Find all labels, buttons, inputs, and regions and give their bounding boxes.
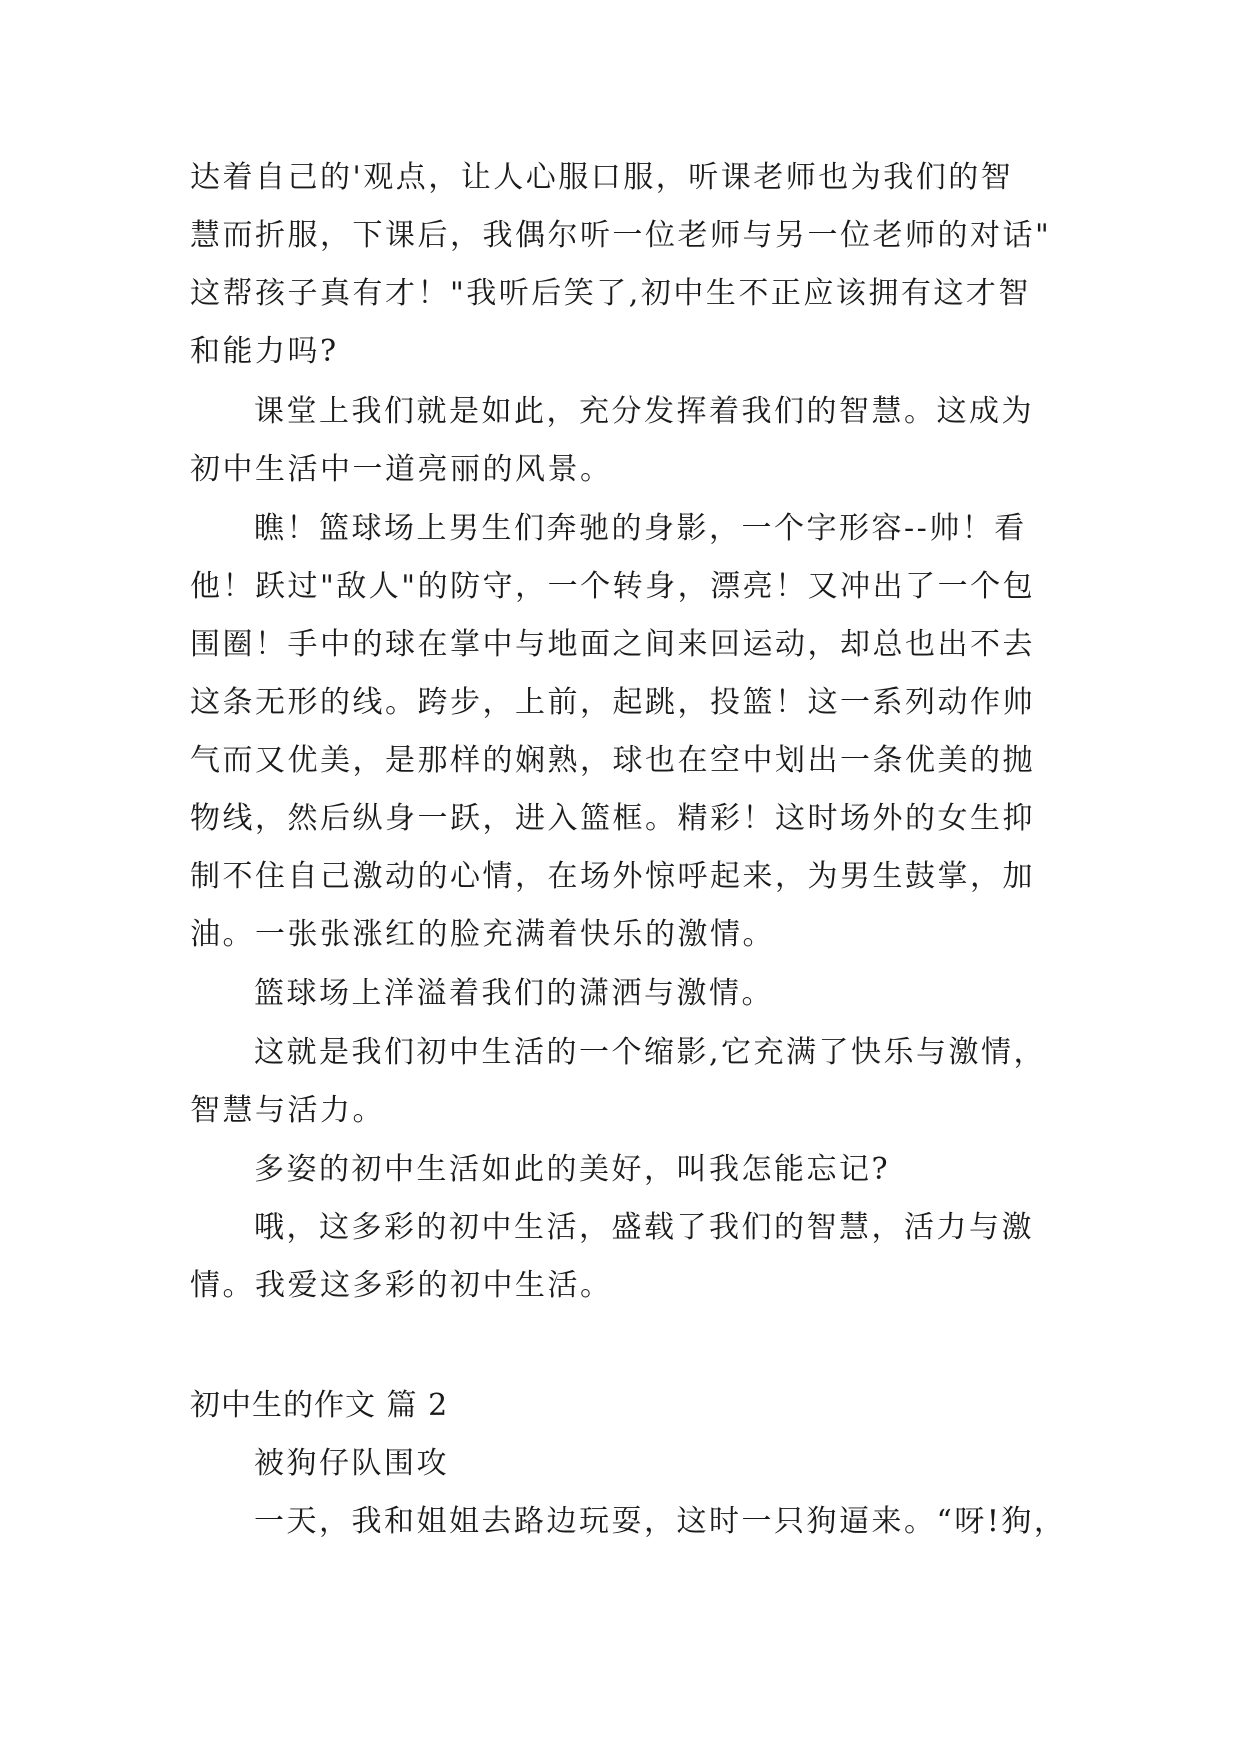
paragraph-line: 慧而折服，下课后，我偶尔听一位老师与另一位老师的对话" bbox=[190, 218, 1052, 253]
paragraph-line: 初中生活中一道亮丽的风景。 bbox=[190, 452, 613, 487]
paragraph-line: 油。一张张涨红的脸充满着快乐的激情。 bbox=[190, 917, 775, 952]
section-heading: 初中生的作文 篇 2 bbox=[190, 1388, 449, 1423]
paragraph-line: 这帮孩子真有才！"我听后笑了,初中生不正应该拥有这才智 bbox=[190, 276, 1031, 311]
paragraph-line: 课堂上我们就是如此，充分发挥着我们的智慧。这成为 bbox=[254, 394, 1034, 429]
paragraph-line: 和能力吗? bbox=[190, 334, 339, 369]
paragraph-line: 这条无形的线。跨步，上前，起跳，投篮！这一系列动作帅 bbox=[190, 685, 1035, 720]
paragraph-line: 气而又优美，是那样的娴熟，球也在空中划出一条优美的抛 bbox=[190, 743, 1035, 778]
paragraph-line: 一天，我和姐姐去路边玩耍，这时一只狗逼来。“呀!狗， bbox=[254, 1504, 1067, 1539]
paragraph-line: 多姿的初中生活如此的美好，叫我怎能忘记? bbox=[254, 1152, 891, 1187]
paragraph-line: 达着自己的'观点，让人心服口服，听课老师也为我们的智 bbox=[190, 160, 1014, 195]
paragraph-line: 哦，这多彩的初中生活，盛载了我们的智慧，活力与激 bbox=[254, 1210, 1034, 1245]
paragraph-line: 这就是我们初中生活的一个缩影,它充满了快乐与激情， bbox=[254, 1035, 1047, 1070]
paragraph-line: 篮球场上洋溢着我们的潇洒与激情。 bbox=[254, 976, 774, 1011]
paragraph-line: 制不住自己激动的心情，在场外惊呼起来，为男生鼓掌，加 bbox=[190, 859, 1035, 894]
paragraph-line: 智慧与活力。 bbox=[190, 1093, 385, 1128]
paragraph-line: 围圈！手中的球在掌中与地面之间来回运动，却总也出不去 bbox=[190, 627, 1035, 662]
paragraph-line: 他！跃过"敌人"的防守，一个转身，漂亮！又冲出了一个包 bbox=[190, 569, 1036, 604]
paragraph-line: 情。我爱这多彩的初中生活。 bbox=[190, 1268, 613, 1303]
paragraph-line: 瞧！篮球场上男生们奔驰的身影，一个字形容--帅！看 bbox=[254, 511, 1027, 546]
essay-title: 被狗仔队围攻 bbox=[254, 1446, 449, 1481]
paragraph-line: 物线，然后纵身一跃，进入篮框。精彩！这时场外的女生抑 bbox=[190, 801, 1035, 836]
